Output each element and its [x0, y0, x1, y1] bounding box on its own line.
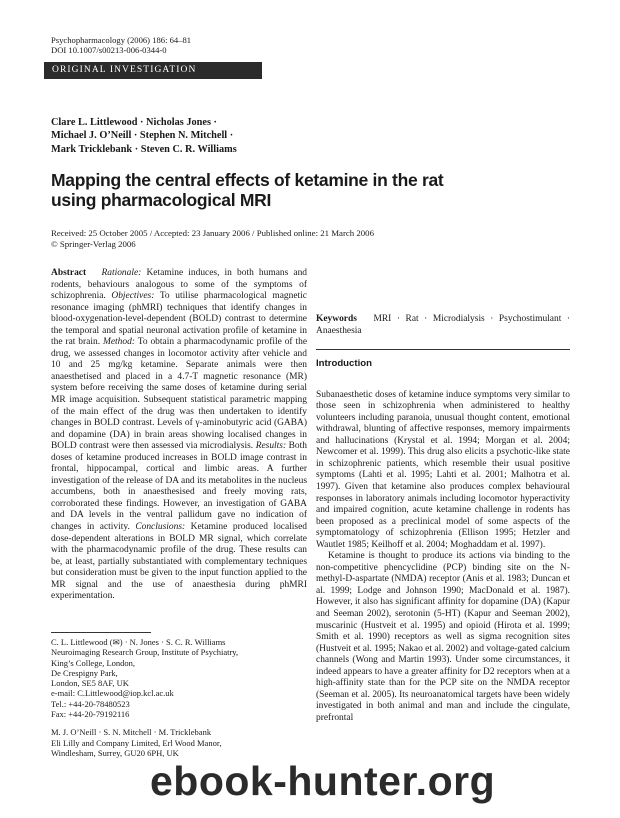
- method-label: Method:: [102, 337, 135, 348]
- objectives-label: Objectives:: [111, 291, 155, 302]
- section-rule: [316, 349, 570, 350]
- keywords: [316, 314, 570, 337]
- article-title: Mapping the central effects of ketamine in the rat using pharmacological MRI: [51, 170, 444, 210]
- right-column: [316, 268, 570, 725]
- watermark: ebook-hunter.org: [150, 758, 496, 804]
- author-line: Clare L. Littlewood · Nicholas Jones ·: [51, 117, 217, 128]
- intro-paragraph: Ketamine is thought to produce its actions via binding to the non-competitive phencyclidine (PCP) binding site on the N-methyl-D-aspartate (NMDA) receptor (Anis et al. 1983; Duncan et al. 1999; Lodge and Johnson 1990; MacDonald et al. 1987). However, it also has significant affinity for dopamine (DA) (Kapur and Seeman 2002), serotonin (5-HT) (Kapur and Seeman 2002), muscarinic (Hustveit et al. 1995) and opioid (Hirota et al. 1999; Smith et al. 1990) receptors as well as sigma recognition sites (Hustveit et al. 1995; Nakao et al. 2002) and voltage-gated calcium channels (Wong and Martin 1993). Under some circumstances, it indeed appears to have a greater affinity for D2 receptors when at a high-affinity state than for the PCP site on the NMDA receptor (Seeman et al. 2005). Its neuroanatomical targets have been widely investigated in both animal and man and include the cingulate, prefrontal: [316, 551, 570, 723]
- author-list: [51, 116, 237, 156]
- conclusions-text: Ketamine produced localised dose-dependent alterations in BOLD MR signal, which correlate with the pharmacodynamic profile of the drug. These results can be, at least, partially substantiated with complementary techniques but consideration must be given to the input function applied to the MR signal and the use of anaesthesia during phMRI experimentation.: [51, 522, 308, 602]
- results-text: Both doses of ketamine produced increases in BOLD image contrast in frontal, hippocampal, cortical and limbic areas. A further investigation of the release of DA and its metabolites in the nucleus accumbens, both in anaesthesised and freely moving rats, corroborated these findings. However, an investigation of GABA and DA levels in the ventral pallidum gave no indication of changes in activity.: [51, 441, 307, 533]
- left-column: [51, 268, 307, 603]
- phone-line: Tel.: +44-20-78480523: [51, 698, 130, 709]
- method-text: To obtain a pharmacodynamic profile of the drug, we assessed changes in locomotor activity after vehicle and 10 and 25 mg/kg ketamine. Separate animals were then anaesthetised and placed in a 4.7-T magnetic resonance (MR) system before receiving the same doses of ketamine during serial MR image acquisition. Subsequent statistical parametric mapping of the main effect of the drug was then undertaken to identify changes in BOLD contrast. Levels of γ-aminobutyric acid (GABA) and dopamine (DA) in brain areas showing localised changes in BOLD contrast were then assessed via microdialysis.: [51, 337, 308, 452]
- email-line[interactable]: e-mail: C.Littlewood@iop.kcl.ac.uk: [51, 688, 174, 699]
- affiliation-line: Eli Lilly and Company Limited, Erl Wood Manor,: [51, 737, 222, 748]
- abstract: [51, 268, 307, 603]
- conclusions-label: Conclusions:: [135, 522, 186, 533]
- author-line: Michael J. O’Neill · Stephen N. Mitchell ·: [51, 130, 234, 142]
- fax-line: Fax: +44-20-79192116: [51, 709, 130, 720]
- keywords-text: MRI · Rat · Microdialysis · Psychostimulant · Anaesthesia: [316, 314, 570, 336]
- rationale-label: Rationale:: [101, 268, 142, 278]
- author-line: Mark Tricklebank · Steven C. R. Williams: [51, 143, 237, 155]
- abstract-label: Abstract: [51, 268, 87, 278]
- footnote-rule: [51, 632, 151, 633]
- affiliation-authors: C. L. Littlewood (✉) · N. Jones · S. C. R. Williams: [51, 637, 226, 647]
- copyright: © Springer-Verlag 2006: [51, 239, 136, 249]
- affiliation-line: De Crespigny Park,: [51, 667, 118, 678]
- affiliation-line: London, SE5 8AF, UK: [51, 678, 129, 689]
- affiliation-authors: M. J. O’Neill · S. N. Mitchell · M. Tricklebank: [51, 727, 212, 738]
- affiliation-line: King’s College, London,: [51, 657, 136, 668]
- introduction-heading: Introduction: [316, 358, 372, 370]
- affiliation-line: Neuroimaging Research Group, Institute of Psychiatry,: [51, 647, 239, 658]
- objectives-text: To utilise pharmacological magnetic resonance imaging (phMRI) techniques that identify changes in blood-oxygenation-level-dependent (BOLD) contrast to determine the temporal and spatial neuronal activation profile of ketamine in the rat brain.: [51, 291, 307, 348]
- intro-paragraph: Subanaesthetic doses of ketamine induce symptoms very similar to those seen in schizophrenia when administered to healthy volunteers including paranoia, unusual thought content, emotional withdrawal, blunting of affective responses, memory impairments and hallucinations (Krystal et al. 1994; Morgan et al. 2004; Newcomer et al. 1999). This drug also elicits a psychotic-like state in schizophrenic patients, which resemble their usual positive symptoms (Lahti et al. 1995; Lahti et al. 2001; Malhotra et al. 1997). Given that ketamine also produces complex behavioural responses in laboratory animals including locomotor hyperactivity and impaired cognition, acute ketamine challenge in rodents has been proposed as a preclinical model of some aspects of the symptomatology of schizophrenia (Ellison 1995; Hetzler and Wautlet 1985; Keilhoff et al. 2004; Moghaddam et al. 1997).: [316, 389, 570, 550]
- date-history: Received: 25 October 2005 / Accepted: 23 January 2006 / Published online: 21 March 2006: [51, 228, 374, 238]
- affiliations: [51, 637, 307, 758]
- rationale-text: Ketamine induces, in both humans and rodents, behaviours analogous to some of the symptoms of schizophrenia.: [51, 268, 308, 302]
- journal-doi: DOI 10.1007/s00213-006-0344-0: [51, 45, 167, 55]
- article-type-banner: ORIGINAL INVESTIGATION: [44, 62, 262, 79]
- publication-dates: [51, 228, 374, 250]
- keywords-label: Keywords: [316, 314, 357, 324]
- affiliation-line: Windlesham, Surrey, GU20 6PH, UK: [51, 747, 179, 758]
- journal-citation: Psychopharmacology (2006) 186: 64–81: [51, 35, 192, 45]
- results-label: Results:: [255, 441, 287, 452]
